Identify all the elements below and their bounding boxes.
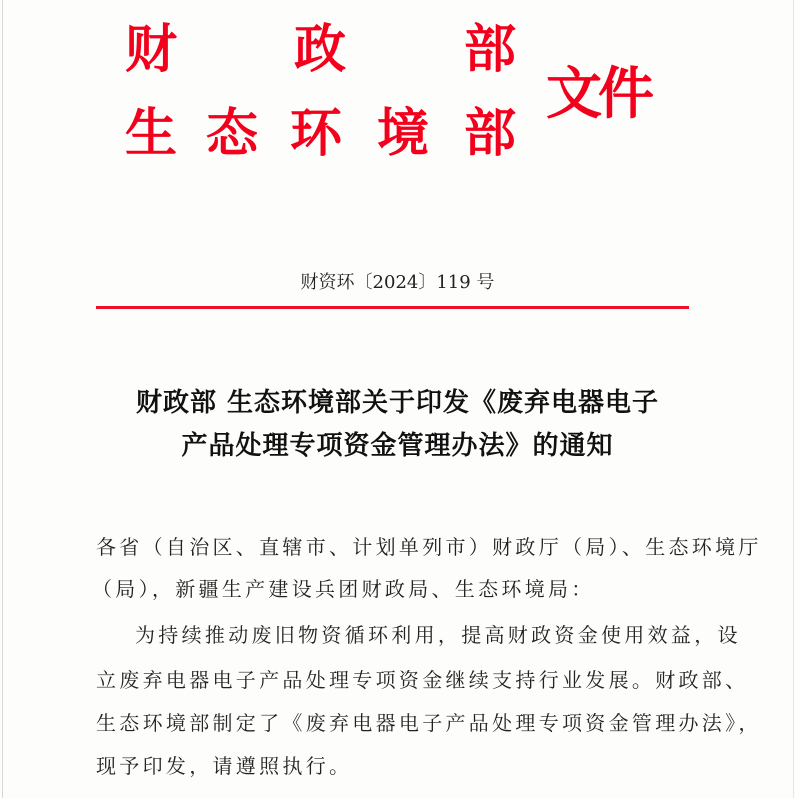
letterhead-row2-char: 境: [376, 103, 429, 164]
red-divider-line: [96, 306, 689, 309]
letterhead-row2-char: 生: [124, 103, 177, 164]
paragraph-line-3: 生态环境部制定了《废弃电器电子产品处理专项资金管理办法》，: [96, 711, 762, 735]
title-line-1: 财政部 生态环境部关于印发《废弃电器电子: [135, 388, 660, 418]
letterhead-row1-char: 政: [293, 19, 346, 80]
paragraph-line-4: 现予印发，请遵照执行。: [96, 754, 353, 778]
paragraph-line-1: 为持续推动废旧物资循环利用，提高财政资金使用效益，设: [135, 623, 741, 647]
addressee-line-2: （局），新疆生产建设兵团财政局、生态环境局：: [92, 577, 595, 601]
addressee-line-1: 各省（自治区、直辖市、计划单列市）财政厅（局）、生态环境厅: [96, 535, 762, 559]
paragraph-line-2: 立废弃电器电子产品处理专项资金继续支持行业发展。财政部、: [96, 668, 749, 692]
letterhead-row2-char: 态: [205, 103, 258, 164]
letterhead-row1-char: 部: [463, 19, 516, 80]
letterhead-row2-char: 部: [463, 103, 516, 164]
letterhead-row2-char: 环: [289, 103, 342, 164]
document-number: 财资环〔2024〕119 号: [300, 272, 495, 293]
letterhead-row1-char: 财: [124, 19, 177, 80]
title-line-2: 产品处理专项资金管理办法》的通知: [181, 431, 614, 461]
letterhead-suffix: 文件: [546, 61, 650, 127]
